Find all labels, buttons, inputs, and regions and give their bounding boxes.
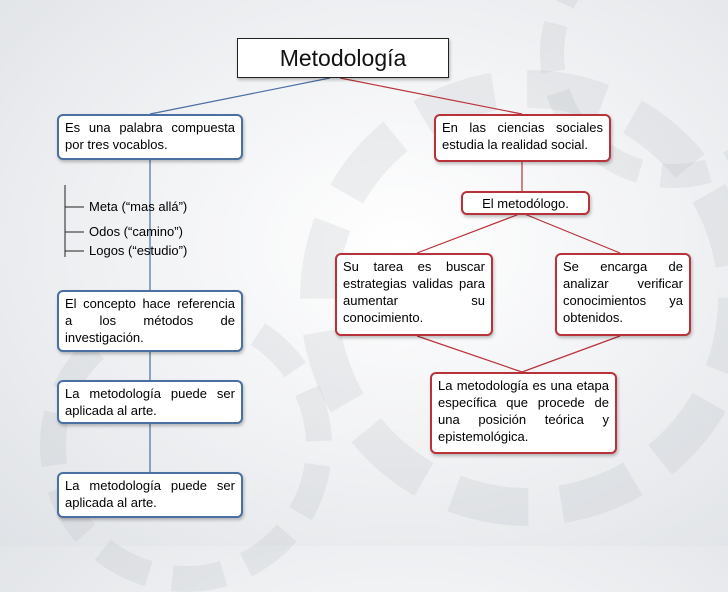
word-odos: Odos (“camino”) bbox=[89, 224, 183, 239]
art-box: La metodología puede ser aplicada al arte. bbox=[57, 380, 243, 424]
diagram-title: Metodología bbox=[237, 38, 449, 78]
task-box: Su tarea es buscar estrategias validas para aumentar su conocimiento. bbox=[335, 253, 493, 336]
art-box-repeat: La metodología puede ser aplicada al arte. bbox=[57, 472, 243, 518]
connector-methodologist-to-task bbox=[417, 213, 522, 253]
verify-knowledge-box: Se encarga de analizar verificar conocimientos ya obtenidos. bbox=[555, 253, 691, 336]
definition-box: Es una palabra compuesta por tres vocablos. bbox=[57, 114, 243, 160]
connector-task-to-stage bbox=[417, 336, 522, 372]
connector-verify-to-stage bbox=[522, 336, 620, 372]
connector-methodologist-to-verify bbox=[522, 213, 620, 253]
connector-title-to-sciences bbox=[340, 78, 522, 114]
concept-box: El concepto hace referencia a los métodos de investigación. bbox=[57, 290, 243, 352]
stage-box: La metodología es una etapa específica que procede de una posición teórica y epistemológica. bbox=[430, 372, 617, 454]
methodologist-box: El metodólogo. bbox=[461, 191, 590, 215]
word-meta: Meta (“mas allá”) bbox=[89, 199, 188, 214]
social-sciences-box: En las ciencias sociales estudia la realidad social. bbox=[434, 114, 611, 162]
connector-title-to-definition bbox=[150, 78, 330, 114]
word-logos: Logos (“estudio”) bbox=[89, 243, 188, 258]
